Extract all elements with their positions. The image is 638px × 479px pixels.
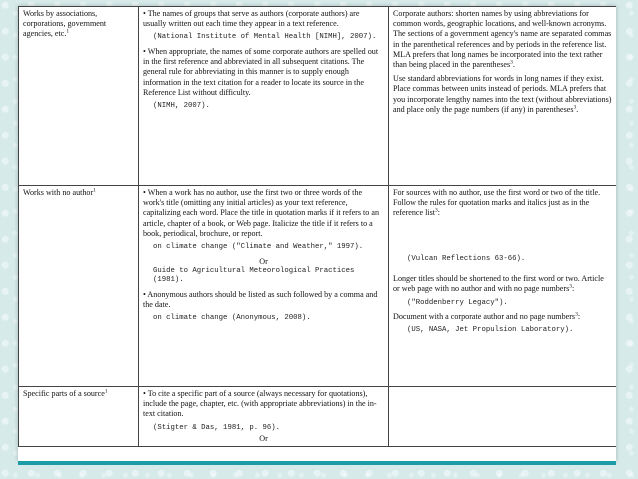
footnote-marker: 3 [575,311,578,318]
mla-paragraph: Longer titles should be shortened to the first word or two. Article or web page with no author and with no page numbers$^3$: [393,274,604,294]
apa-paragraph: • When a work has no author, use the first two or three words of the work's title (omitting any initial articles) as your text reference, capitalizing each word. Place the title in quotation marks if it refers to an article, chapter of a book, or Web page. Italicize the title if it refers to a book, periodical, brochure, or report. [143,188,384,239]
apa-cell [139,186,389,387]
citation-example: ("Roddenberry Legacy"). [407,298,508,307]
footnote-marker: 1 [93,187,96,194]
footnote-marker: 3 [569,283,572,290]
category-label: Works by associations, corporations, government agencies, etc. [23,9,107,39]
document-page [18,6,616,461]
mla-paragraph: Corporate authors: shorten names by using abbreviations for common words, geographic locations, and well-known acronyms. The sections of a government agency's name are separated commas in the parenthetical references and by periods in the reference list. MLA prefers that long names be incorporated into the text rather than being placed in the parentheses$^3$. [393,9,612,70]
table-row [19,186,617,387]
apa-paragraph: • Anonymous authors should be listed as such followed by a comma and the date. [143,290,384,310]
table-row [19,7,617,186]
table-row [19,387,617,447]
citation-example: on climate change (Anonymous, 2008). [153,314,311,323]
mla-cell [389,387,617,447]
category-cell [19,387,139,447]
apa-paragraph: • When appropriate, the names of some corporate authors are spelled out in the first reference and abbreviated in all subsequent citations. The general rule for abbreviating in this manner is to supply enough information in the text citation for a reader to locate its source in the Reference List without difficulty. [143,47,384,98]
mla-cell [389,186,617,387]
citation-example: (US, NASA, Jet Propulsion Laboratory). [407,326,574,335]
mla-text: Use standard abbreviations for words in long names if they exist. Place commas between units instead of periods. MLA prefers that you incorporate lengthy names into the text (without abbreviations) and place only the page numbers (if any) in parentheses [393,74,612,114]
mla-text: Corporate authors: shorten names by using abbreviations for common words, geographic locations, and well-known acronyms. The sections of a government agency's name are separated commas in the parenthetical references and by periods in the reference list. MLA prefers that long names be incorporated into the text rather than being placed in the parentheses [393,9,612,70]
category-label: Specific parts of a source [23,389,105,398]
apa-cell [139,7,389,186]
category-cell [19,7,139,186]
or-separator: Or [259,434,268,444]
category-label: Works with no author [23,188,94,197]
citation-example: Guide to Agricultural Meteorological Practices (1981). [153,266,355,285]
citation-example: (Stigter & Das, 1981, p. 96). [153,423,280,432]
apa-paragraph: • To cite a specific part of a source (always necessary for quotations), include the page, chapter, etc. (with appropriate abbreviations) in the in-text citation. [143,389,384,420]
footnote-marker: 1 [104,388,108,395]
citation-example: (NIMH, 2007). [153,102,210,111]
category-cell [19,186,139,387]
footnote-marker: 3 [435,207,438,214]
mla-text: Document with a corporate author and no page numbers [393,312,576,322]
footnote-marker: 3 [510,59,513,66]
slide-accent-bar [18,461,616,465]
mla-text: For sources with no author, use the first word or two of the title. Follow the rules for quotation marks and italics just as in the reference list [393,188,601,218]
citation-example: (Vulcan Reflections 63-66). [407,254,526,263]
mla-cell [389,7,617,186]
apa-paragraph: • The names of groups that serve as authors (corporate authors) are usually written out each time they appear in a text reference. [143,9,384,29]
mla-paragraph: Document with a corporate author and no page numbers$^3$: [393,311,581,322]
apa-cell [139,387,389,447]
citation-table [18,6,616,447]
mla-paragraph: Use standard abbreviations for words in long names if they exist. Place commas between units instead of periods. MLA prefers that you incorporate lengthy names into the text (without abbreviations) and place only the page numbers (if any) in parentheses$^3$. [393,74,612,114]
footnote-marker: 1 [66,28,70,35]
footnote-marker: 3 [573,104,577,111]
mla-paragraph: For sources with no author, use the first word or two of the title. Follow the rules for quotation marks and italics just as in the reference list$^3$: [393,188,601,218]
citation-example: on climate change ("Climate and Weather," 1997). [153,243,364,252]
mla-text: Longer titles should be shortened to the first word or two. Article or web page with no author and with no page numbers [393,274,604,294]
or-separator: Or [259,256,268,266]
citation-example: (National Institute of Mental Health [NIMH], 2007). [153,33,377,42]
